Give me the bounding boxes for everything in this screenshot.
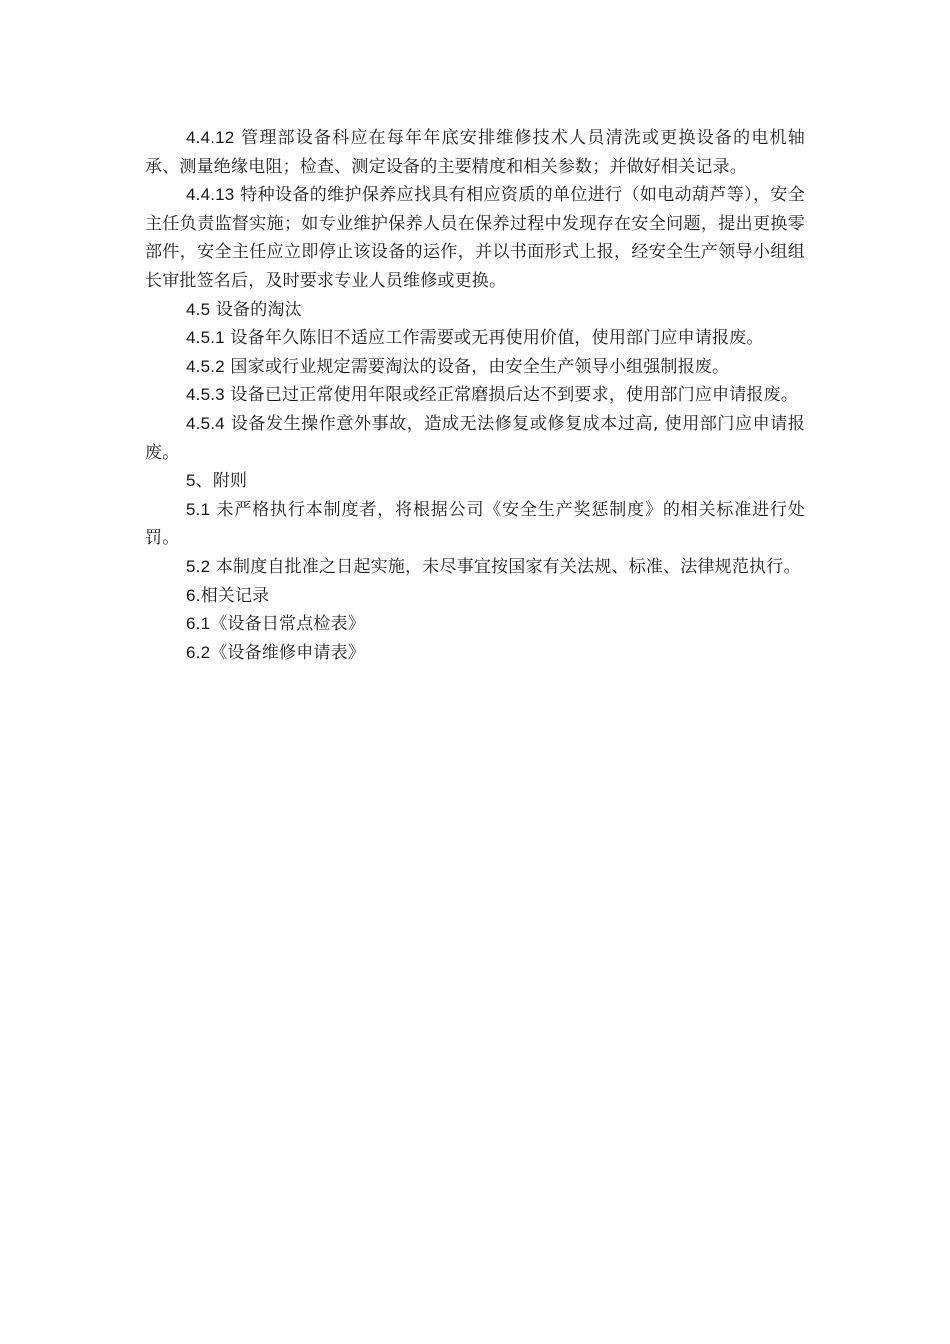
paragraph-4-4-12 (145, 124, 805, 181)
clause-text: 《设备日常点检表》 (210, 614, 366, 635)
clause-text: 本制度自批准之日起实施，未尽事宜按国家有关法规、标准、法律规范执行。 (215, 556, 801, 577)
paragraph-5-2 (145, 553, 805, 582)
paragraph-4-4-13 (145, 181, 805, 295)
clause-text: 设备的淘汰 (215, 299, 302, 320)
clause-number: 4.4.12 (186, 128, 235, 147)
paragraph-4-5-1 (145, 324, 805, 353)
clause-number: 4.5.4 (186, 413, 225, 433)
clause-number: 5.1 (186, 499, 211, 519)
paragraph-5-1 (145, 496, 805, 553)
clause-text: 设备已过正常使用年限或经正常磨损后达不到要求，使用部门应申请报废。 (230, 385, 799, 406)
clause-text: 设备年久陈旧不适应工作需要或无再使用价值，使用部门应申请报废。 (230, 328, 764, 349)
document-body (145, 124, 805, 667)
section-heading-4-5 (145, 296, 805, 325)
clause-number: 6. (186, 585, 201, 605)
clause-text: 管理部设备科应在每年年底安排维修技术人员清洗或更换设备的电机轴承、测量绝缘电阻；检查、测定设备的主要精度和相关参数；并做好相关记录。 (145, 128, 806, 177)
section-heading-5 (145, 467, 805, 496)
clause-number: 6.1 (186, 614, 211, 634)
paragraph-6-1 (145, 610, 805, 639)
paragraph-4-5-3 (145, 381, 805, 410)
clause-number: 6.2 (186, 642, 211, 662)
clause-text: 《设备维修申请表》 (210, 642, 366, 663)
paragraph-4-5-2 (145, 353, 805, 382)
clause-number: 5、 (186, 471, 213, 491)
clause-text: 设备发生操作意外事故，造成无法修复或修复成本过高, 使用部门应申请报废。 (145, 413, 805, 463)
clause-text: 相关记录 (200, 585, 270, 606)
clause-text: 附则 (212, 471, 248, 492)
paragraph-6-2 (145, 639, 805, 668)
clause-number: 4.5 (186, 299, 211, 319)
clause-number: 4.5.3 (186, 385, 225, 405)
clause-number: 4.4.13 (186, 185, 235, 205)
clause-number: 4.5.2 (186, 356, 225, 376)
paragraph-4-5-4 (145, 410, 805, 467)
clause-number: 4.5.1 (186, 328, 225, 348)
clause-text: 国家或行业规定需要淘汰的设备，由安全生产领导小组强制报废。 (230, 356, 730, 377)
section-heading-6 (145, 582, 805, 611)
clause-text: 未严格执行本制度者，将根据公司《安全生产奖惩制度》的相关标准进行处罚。 (145, 499, 805, 549)
clause-text: 特种设备的维护保养应找具有相应资质的单位进行（如电动葫芦等），安全主任负责监督实施；如专业维护保养人员在保养过程中发现存在安全问题，提出更换零部件，安全主任应立即停止该设备的运作，并以书面形式上报，经安全生产领导小组组长审批签名后，及时要求专业人员维修或更换。 (145, 185, 805, 291)
clause-number: 5.2 (186, 556, 211, 576)
